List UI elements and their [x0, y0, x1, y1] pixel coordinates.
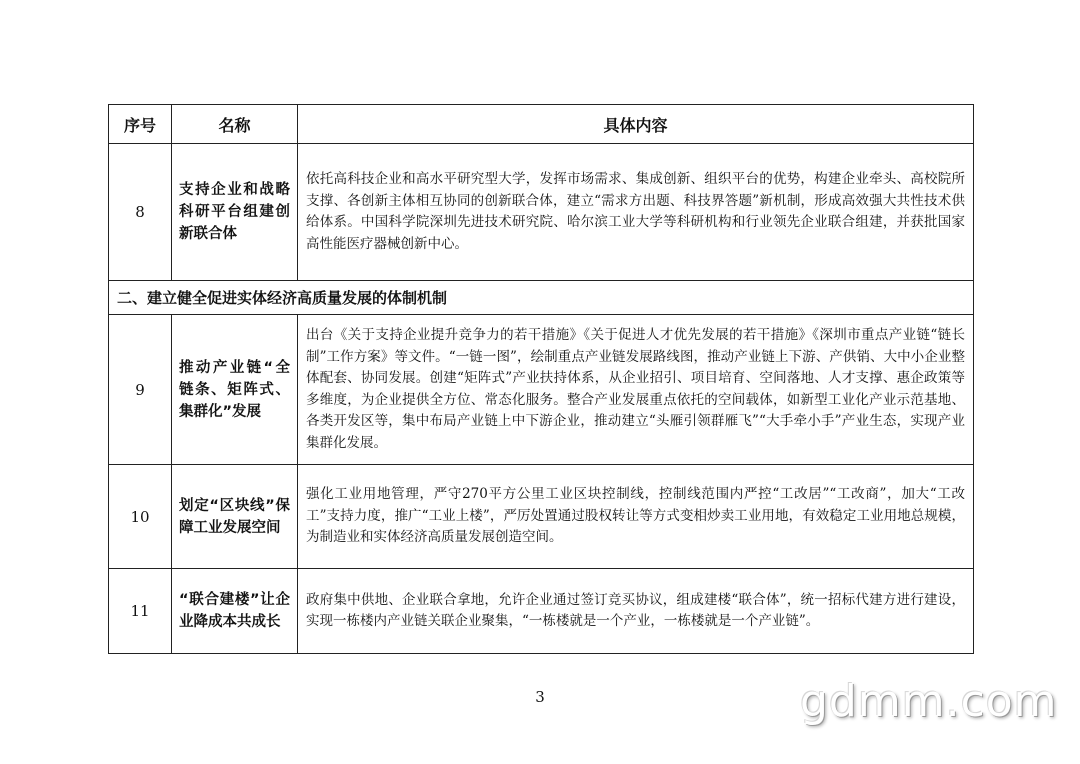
table-row: [109, 569, 974, 654]
row-content: 政府集中供地、企业联合拿地，允许企业通过签订竞买协议，组成建楼“联合体”，统一招标代建方进行建设，实现一栋楼内产业链关联企业聚集，“一栋楼就是一个产业，一栋楼就是一个产业链”。: [298, 569, 974, 654]
row-number: 9: [109, 315, 172, 465]
table-header-row: [109, 105, 974, 144]
row-name: 划定“区块线”保障工业发展空间: [172, 465, 298, 569]
policy-table: [108, 104, 974, 654]
section-heading: 二、建立健全促进实体经济高质量发展的体制机制: [109, 281, 974, 315]
row-content: 依托高科技企业和高水平研究型大学，发挥市场需求、集成创新、组织平台的优势，构建企业牵头、高校院所支撑、各创新主体相互协同的创新联合体，建立“需求方出题、科技界答题”新机制，形成高效强大共性技术供给体系。中国科学院深圳先进技术研究院、哈尔滨工业大学等科研机构和行业领先企业联合组建，并获批国家高性能医疗器械创新中心。: [298, 144, 974, 281]
row-name: 推动产业链“全链条、矩阵式、集群化”发展: [172, 315, 298, 465]
row-content: 强化工业用地管理，严守270平方公里工业区块控制线，控制线范围内严控“工改居”“工改商”，加大“工改工”支持力度，推广“工业上楼”，严厉处置通过股权转让等方式变相炒卖工业用地，有效稳定工业用地总规模，为制造业和实体经济高质量发展创造空间。: [298, 465, 974, 569]
header-no: 序号: [109, 105, 172, 144]
page-number: 3: [535, 688, 545, 706]
table-row: [109, 315, 974, 465]
row-number: 8: [109, 144, 172, 281]
row-number: 11: [109, 569, 172, 654]
row-name: 支持企业和战略科研平台组建创新联合体: [172, 144, 298, 281]
table-row: [109, 144, 974, 281]
table-row: [109, 465, 974, 569]
header-content: 具体内容: [298, 105, 974, 144]
header-name: 名称: [172, 105, 298, 144]
row-content: 出台《关于支持企业提升竞争力的若干措施》《关于促进人才优先发展的若干措施》《深圳市重点产业链“链长制”工作方案》等文件。“一链一图”，绘制重点产业链发展路线图，推动产业链上下游、产供销、大中小企业整体配套、协同发展。创建“矩阵式”产业扶持体系，从企业招引、项目培育、空间落地、人才支撑、惠企政策等多维度，为企业提供全方位、常态化服务。整合产业发展重点依托的空间载体，如新型工业化产业示范基地、各类开发区等，集中布局产业链上中下游企业，推动建立“头雁引领群雁飞”“大手牵小手”产业生态，实现产业集群化发展。: [298, 315, 974, 465]
row-number: 10: [109, 465, 172, 569]
section-row: [109, 281, 974, 315]
watermark-logo: gdmm.com: [800, 676, 1058, 727]
row-name: “联合建楼”让企业降成本共成长: [172, 569, 298, 654]
